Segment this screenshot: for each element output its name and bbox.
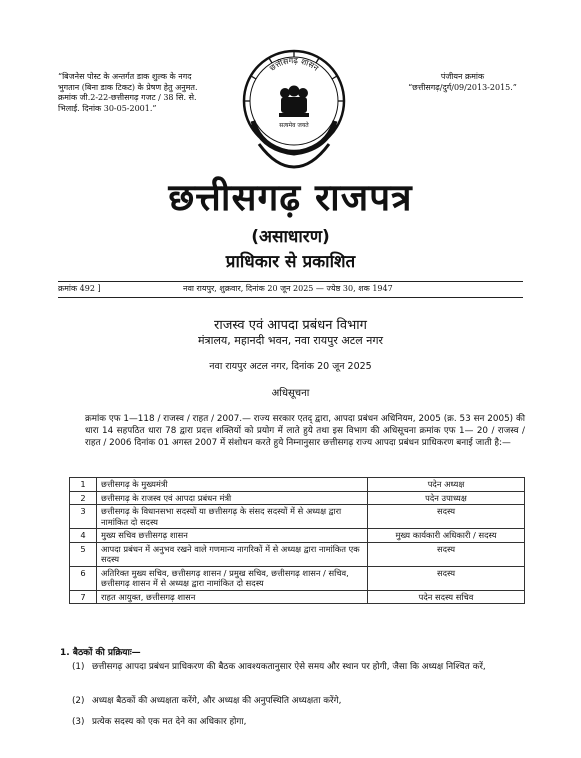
- authority-composition-table: [69, 477, 525, 604]
- emblem-motto: सत्यमेव जयते: [279, 122, 309, 129]
- row-number: 3: [70, 505, 97, 529]
- issue-dateline: नवा रायपुर, शुक्रवार, दिनांक 20 जून 2025 — ज्येष्ठ 30, शक 1947: [183, 284, 393, 293]
- registration-block: [390, 72, 535, 93]
- gazette-title: छत्तीसगढ़ राजपत्र: [168, 176, 413, 219]
- table-row: [70, 491, 525, 505]
- gazette-subtitle: (असाधारण): [251, 227, 330, 247]
- notification-heading: अधिसूचना: [271, 388, 310, 399]
- notification-date: नवा रायपुर अटल नगर, दिनांक 20 जून 2025: [209, 361, 372, 372]
- member-cell: आपदा प्रबंधन में अनुभव रखने वाले गणमान्य नागरिकों में से अध्यक्ष द्वारा नामांकित एक सदस्य: [97, 542, 368, 566]
- item-number: (2): [72, 696, 85, 706]
- role-cell: पदेन अध्यक्ष: [368, 478, 525, 492]
- member-cell: छत्तीसगढ़ के विधानसभा सदस्यों या छत्तीसगढ़ के संसद सदस्यों में से अध्यक्ष द्वारा नामांकित दो सदस्य: [97, 505, 368, 529]
- row-number: 5: [70, 542, 97, 566]
- department-name: राजस्व एवं आपदा प्रबंधन विभाग: [214, 318, 367, 333]
- table-row: [70, 529, 525, 543]
- notification-paragraph: क्रमांक एफ 1—118 / राजस्व / राहत / 2007.— राज्य सरकार एतद् द्वारा, आपदा प्रबंधन अधिनियम, 2005 (क्र. 53 सन 2005) की धारा 14 सहपठित धारा 78 द्वारा प्रदत्त शक्तियों को प्रयोग में लाते हुये तथा इस विभाग की अधिसूचना क्रमांक एफ 1— 20 / राजस्व / राहत / 2006 दिनांक 01 अगस्त 2007 में संशोधन करते हुये निम्नानुसार छत्तीसगढ़ राज्य आपदा प्रबंधन प्राधिकरण बनाई जाती है:—: [85, 414, 525, 448]
- postal-permit-note: “बिजनेस पोस्ट के अन्तर्गत डाक शुल्क के नगद भुगतान (बिना डाक टिकट) के प्रेषण हेतु अनुमत. क्रमांक जी.2-22-छत्तीसगढ़ गजट / 38 सि. से. भिलाई. दिनांक 30-05-2001.”: [58, 72, 198, 113]
- registration-number: “छत्तीसगढ़/दुर्ग/09/2013-2015.”: [408, 82, 517, 92]
- issue-number: क्रमांक 492 ]: [58, 284, 101, 293]
- issue-line: [58, 283, 523, 294]
- svg-text:छत्तीसगढ़ शासन: [268, 56, 321, 73]
- member-cell: राहत आयुक्त, छत्तीसगढ़ शासन: [97, 590, 368, 604]
- item-number: (3): [72, 717, 85, 727]
- table-row: [70, 542, 525, 566]
- member-cell: छत्तीसगढ़ के राजस्व एवं आपदा प्रबंधन मंत्री: [97, 491, 368, 505]
- item-text: प्रत्येक सदस्य को एक मत देने का अधिकार होगा,: [92, 717, 247, 727]
- table-row: [70, 478, 525, 492]
- role-cell: मुख्य कार्यकारी अधिकारी / सदस्य: [368, 529, 525, 543]
- member-cell: छत्तीसगढ़ के मुख्यमंत्री: [97, 478, 368, 492]
- table-row: [70, 590, 525, 604]
- member-cell: मुख्य सचिव छत्तीसगढ़ शासन: [97, 529, 368, 543]
- role-cell: सदस्य: [368, 542, 525, 566]
- role-cell: पदेन उपाध्यक्ष: [368, 491, 525, 505]
- bottom-rule: [58, 297, 523, 298]
- role-cell: सदस्य: [368, 566, 525, 590]
- state-emblem-icon: [241, 49, 347, 171]
- row-number: 7: [70, 590, 97, 604]
- item-text: छत्तीसगढ़ आपदा प्रबंधन प्राधिकरण की बैठक आवश्यकतानुसार ऐसे समय और स्थान पर होगी, जैसा कि अध्यक्ष निश्चित करें,: [92, 662, 486, 672]
- department-address: मंत्रालय, महानदी भवन, नवा रायपुर अटल नगर: [197, 334, 384, 347]
- list-item: [72, 661, 532, 687]
- row-number: 1: [70, 478, 97, 492]
- role-cell: सदस्य: [368, 505, 525, 529]
- registration-label: पंजीयन क्रमांक: [440, 72, 485, 81]
- top-rule: [58, 281, 523, 282]
- list-item: [72, 695, 532, 709]
- emblem-text: छत्तीसगढ़ शासन: [267, 56, 321, 73]
- list-item: [72, 716, 532, 730]
- member-cell: अतिरिक्त मुख्य सचिव, छत्तीसगढ़ शासन / प्रमुख सचिव, छत्तीसगढ़ शासन / सचिव, छत्तीसगढ़ शासन में से अध्यक्ष द्वारा नामांकित दो सदस्य: [97, 566, 368, 590]
- table-row: [70, 566, 525, 590]
- table-row: [70, 505, 525, 529]
- row-number: 2: [70, 491, 97, 505]
- row-number: 6: [70, 566, 97, 590]
- gazette-authority: प्राधिकार से प्रकाशित: [225, 252, 356, 272]
- role-cell: पदेन सदस्य सचिव: [368, 590, 525, 604]
- item-text: अध्यक्ष बैठकों की अध्यक्षता करेंगे, और अध्यक्ष की अनुपस्थिति अध्यक्षता करेंगे,: [92, 696, 342, 706]
- item-number: (1): [72, 662, 85, 672]
- row-number: 4: [70, 529, 97, 543]
- section-heading: 1. बैठकों की प्रक्रियाः—: [60, 648, 141, 658]
